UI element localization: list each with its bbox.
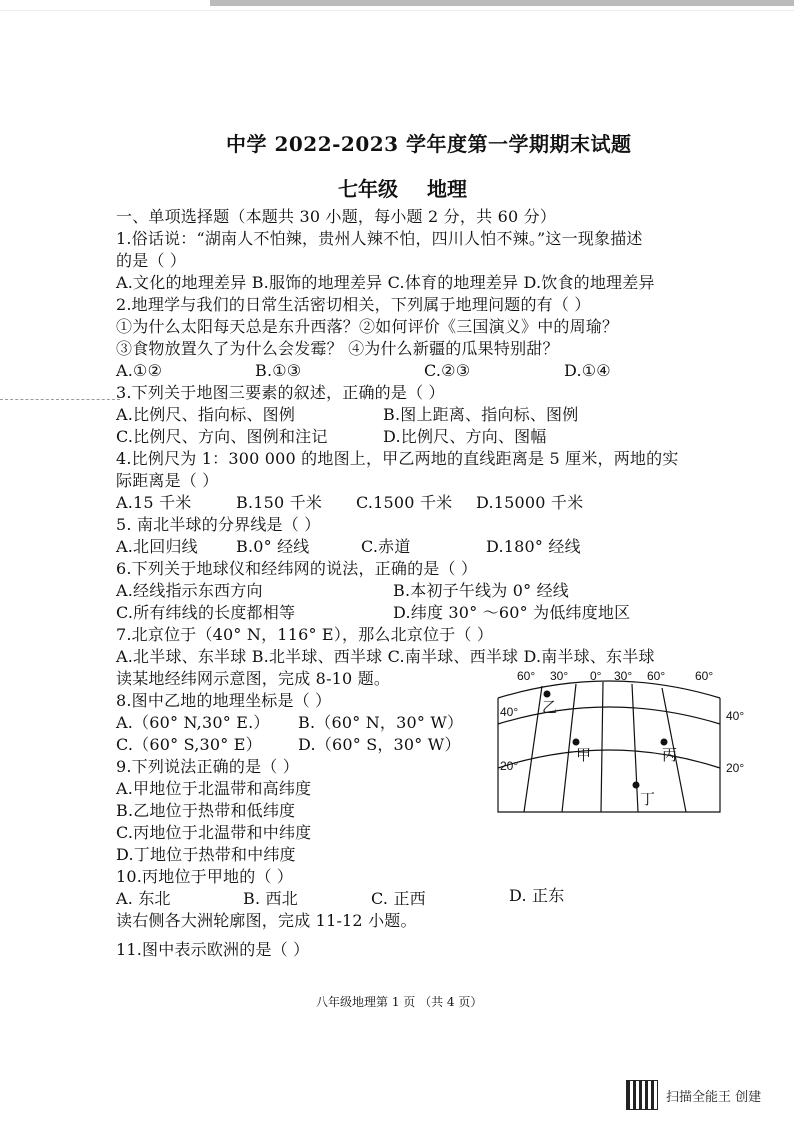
lat-lon-grid-map (490, 664, 760, 820)
question-3-option-a: A.比例尺、指向标、图例 (116, 405, 296, 424)
question-9-option-c: C.丙地位于北温带和中纬度 (116, 823, 312, 842)
question-9-stem: 9.下列说法正确的是（ ） (116, 757, 299, 776)
question-4-option-c: C.1500 千米 (356, 493, 453, 512)
question-9-option-d: D.丁地位于热带和中纬度 (116, 845, 296, 864)
question-2-item-line2: ③食物放置久了为什么会发霉？ ④为什么新疆的瓜果特别甜？ (116, 339, 559, 358)
map-lat-label-20-left: 20° (500, 759, 519, 773)
map-parallel-40 (498, 707, 720, 724)
question-3-stem: 3.下列关于地图三要素的叙述，正确的是（ ） (116, 383, 445, 402)
exam-title: 中学 2022-2023 学年度第一学期期末试题 (226, 132, 632, 156)
question-10-option-c: C. 正西 (371, 889, 426, 908)
question-6-option-b: B.本初子午线为 0° 经线 (393, 581, 569, 600)
question-6-option-a: A.经线指示东西方向 (116, 581, 263, 600)
map-meridian-30w (562, 684, 576, 812)
subject-label: 地理 (426, 177, 467, 201)
scanner-watermark (626, 1080, 761, 1110)
question-2-option-b: B.①③ (255, 361, 302, 380)
question-10-option-d: D. 正东 (509, 886, 565, 905)
question-5-option-c: C.赤道 (361, 537, 411, 556)
question-5-stem: 5. 南北半球的分界线是（ ） (116, 515, 321, 534)
question-3-option-d: D.比例尺、方向、图幅 (383, 427, 547, 446)
question-8-stem: 8.图中乙地的地理坐标是（ ） (116, 691, 332, 710)
question-4-option-a: A.15 千米 (116, 493, 192, 512)
question-4-option-d: D.15000 千米 (476, 493, 584, 512)
question-7-stem: 7.北京位于（40° N，116° E），那么北京位于（ ） (116, 625, 494, 644)
question-1-stem: 1.俗话说：“湖南人不怕辣，贵州人辣不怕，四川人怕不辣。”这一现象描述 (116, 229, 643, 248)
question-6-option-d: D.纬度 30° ～60° 为低纬度地区 (393, 603, 631, 622)
section-heading: 一、单项选择题（本题共 30 小题，每小题 2 分，共 60 分） (116, 207, 557, 226)
map-lon-label-30w: 30° (550, 669, 569, 683)
map-point-jia-dot (573, 739, 580, 746)
question-10-option-b: B. 西北 (243, 889, 298, 908)
map-meridian-60w (524, 686, 542, 812)
reading-instruction-8-10: 读某地经纬网示意图，完成 8-10 题。 (116, 669, 391, 688)
question-6-stem: 6.下列关于地球仪和经纬网的说法，正确的是（ ） (116, 559, 478, 578)
exam-subtitle (338, 173, 489, 202)
question-5-option-a: A.北回归线 (116, 537, 198, 556)
map-lat-label-20-right: 20° (726, 761, 745, 775)
question-2-option-d: D.①④ (564, 361, 611, 380)
map-point-jia-label: 甲 (576, 746, 592, 764)
map-lon-label-30e: 30° (614, 669, 633, 683)
map-lon-label-0: 0° (590, 669, 602, 683)
map-point-bing-dot (661, 739, 668, 746)
question-4-stem: 4.比例尺为 1：300 000 的地图上，甲乙两地的直线距离是 5 厘米，两地的实 (116, 449, 679, 468)
page-footer: 八年级地理第 1 页 （共 4 页） (316, 995, 483, 1009)
question-7-options: A.北半球、东半球 B.北半球、西半球 C.南半球、西半球 D.南半球、东半球 (116, 647, 655, 666)
question-1-options: A.文化的地理差异 B.服饰的地理差异 C.体育的地理差异 D.饮食的地理差异 (116, 273, 655, 292)
scanner-watermark-text: 扫描全能王 创建 (666, 1089, 762, 1105)
question-3-option-c: C.比例尺、方向、图例和注记 (116, 427, 328, 446)
map-lon-label-60e: 60° (647, 669, 666, 683)
map-point-ding-dot (633, 782, 640, 789)
question-6-option-c: C.所有纬线的长度都相等 (116, 603, 296, 622)
question-8-option-d: D.（60° S，30° W） (298, 735, 461, 754)
map-lat-label-40-left: 40° (500, 705, 519, 719)
map-meridian-0 (601, 682, 603, 812)
question-10-option-a: A. 东北 (116, 889, 171, 908)
scan-top-edge (210, 0, 794, 6)
question-9-option-a: A.甲地位于北温带和高纬度 (116, 779, 312, 798)
question-9-option-b: B.乙地位于热带和低纬度 (116, 801, 296, 820)
question-5-option-b: B.0° 经线 (236, 537, 310, 556)
question-2-option-c: C.②③ (424, 361, 471, 380)
map-point-yi-label: 乙 (542, 698, 558, 716)
map-point-bing-label: 丙 (662, 746, 678, 764)
question-2-item-line1: ①为什么太阳每天总是东升西落？②如何评价《三国演义》中的周瑜？ (116, 317, 619, 336)
map-lat-label-40-right: 40° (726, 709, 745, 723)
reading-instruction-11-12: 读右侧各大洲轮廓图，完成 11-12 小题。 (116, 911, 417, 930)
map-meridian-30e (632, 684, 638, 812)
question-5-option-d: D.180° 经线 (486, 537, 581, 556)
question-8-option-c: C.（60° S,30° E） (116, 735, 262, 754)
question-11-stem: 11.图中表示欧洲的是（ ） (116, 940, 310, 959)
map-lon-label-60w: 60° (517, 669, 536, 683)
qr-code-icon (626, 1080, 658, 1110)
scan-dash-mark (0, 399, 120, 400)
question-3-option-b: B.图上距离、指向标、图例 (383, 405, 579, 424)
question-2-stem: 2.地理学与我们的日常生活密切相关，下列属于地理问题的有（ ） (116, 295, 591, 314)
question-4-option-b: B.150 千米 (236, 493, 323, 512)
map-lon-label-60e-right: 60° (695, 669, 714, 683)
question-1-stem-cont: 的是（ ） (116, 251, 187, 270)
map-parallel-top (498, 681, 720, 698)
scan-line (0, 10, 794, 11)
question-10-stem: 10.丙地位于甲地的（ ） (116, 867, 294, 886)
map-point-ding-label: 丁 (640, 790, 656, 808)
grade-label: 七年级 (338, 177, 398, 201)
question-2-option-a: A.①② (116, 361, 163, 380)
question-8-option-a: A.（60° N,30° E.） (116, 713, 270, 732)
map-point-yi-dot (544, 691, 551, 698)
question-4-stem-cont: 际距离是（ ） (116, 471, 219, 490)
question-8-option-b: B.（60° N，30° W） (298, 713, 464, 732)
